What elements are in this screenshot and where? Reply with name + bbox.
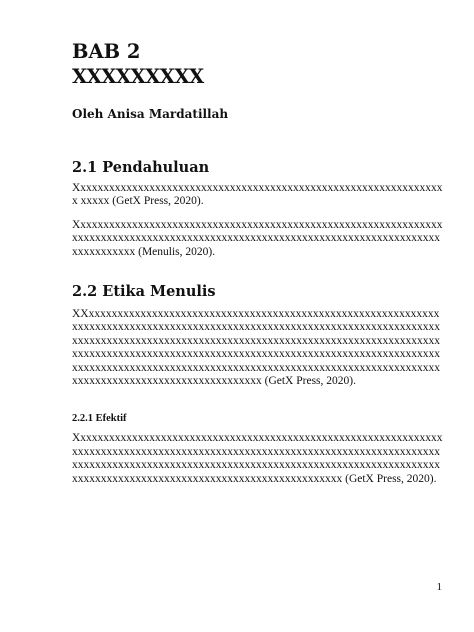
page-content xyxy=(72,40,444,486)
author-line: Oleh Anisa Mardatillah xyxy=(72,107,229,121)
section-heading-pendahuluan: 2.1 Pendahuluan xyxy=(72,159,210,176)
paragraph: XXxxxxxxxxxxxxxxxxxxxxxxxxxxxxxxxxxxxxxxxxxxxxxxxxxxxxxxxxxxxxxxxxxxxxxxxxxxxxxxxxxxxxxxxxxxxxxxxxxxxxxxxxxxxxxxxxxxxxxxxxxxxxxxxxxxxxxxxxxxxxxxxxxxxxxxxxxxxxxxxxxxxxxxxxxxxxxxxxxxxxxxxxxxxxxxxxxxxxxxxxxxxxxxxxxxxxxxxxxxxxxxxxxxxxxxxxxxxxxxxxxxxxxxxxxxxxxxxxxxxxxxxxxxxxxxxxxxxxxxxxxxxxxxxxxxxxxxxxxxxxxxxxxxxxxxxxxxxxxxxxxxxxxxxxxxxxxxxxxxxxxxxxxxxxxx (GetX Press, 2020). xyxy=(72,308,440,388)
paragraph: Xxxxxxxxxxxxxxxxxxxxxxxxxxxxxxxxxxxxxxxxxxxxxxxxxxxxxxxxxxxxxxxxxxxxxxxxxxxxxxxxxxxxxxxxxxxxxxxxxxxxxxxxxxxxxxxxxxxxxxxxxxxxxxxxxxxxxxxxxxx (Menulis, 2020). xyxy=(72,218,443,258)
chapter-label: BAB 2 xyxy=(72,40,141,63)
section-heading-etika-menulis: 2.2 Etika Menulis xyxy=(72,283,216,301)
paragraph: Xxxxxxxxxxxxxxxxxxxxxxxxxxxxxxxxxxxxxxxxxxxxxxxxxxxxxxxxxxxxxxxxx xxxxx (GetX Press, 2020). xyxy=(72,182,443,208)
subsection-heading-efektif: 2.2.1 Efektif xyxy=(72,413,127,425)
paragraph: Xxxxxxxxxxxxxxxxxxxxxxxxxxxxxxxxxxxxxxxxxxxxxxxxxxxxxxxxxxxxxxxxxxxxxxxxxxxxxxxxxxxxxxxxxxxxxxxxxxxxxxxxxxxxxxxxxxxxxxxxxxxxxxxxxxxxxxxxxxxxxxxxxxxxxxxxxxxxxxxxxxxxxxxxxxxxxxxxxxxxxxxxxxxxxxxxxxxxxxxxxxxxxxxxxxxxxxxxxxxxxxxxxxxxxxxxxxxxxxx (GetX Press, 2020). xyxy=(72,432,443,485)
page-number: 1 xyxy=(436,581,442,593)
chapter-title: XXXXXXXXX xyxy=(72,65,204,88)
